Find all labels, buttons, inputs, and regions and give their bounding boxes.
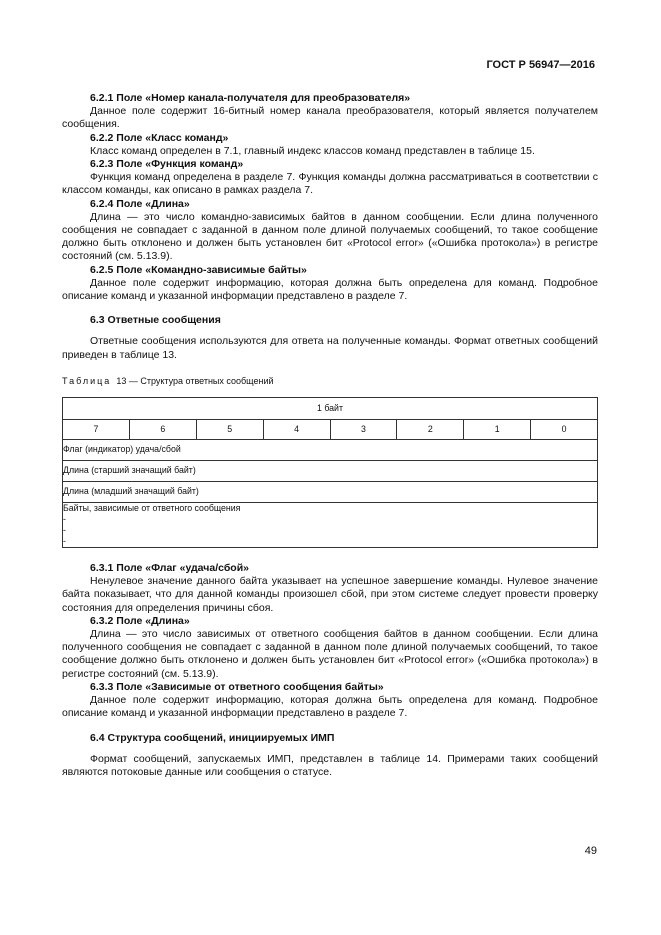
paragraph-6-3-2: Длина — это число зависимых от ответного сообщения байтов в данном сообщении. Если длина полученного сообщения не совпадает с заданной в данном поле длиной получаемых сообщений, то такое сообщение должно быть отклонено и должен быть установлен бит «Protocol error» («Ошибка протокола») в регистре состояний (см. 5.13.9). [62, 628, 598, 680]
table-header-row [63, 398, 598, 420]
heading-6-3: 6.3 Ответные сообщения [90, 314, 221, 327]
document-body [62, 92, 598, 779]
standard-header: ГОСТ Р 56947—2016 [486, 59, 595, 71]
page-number: 49 [584, 845, 597, 857]
table-row [63, 440, 598, 461]
heading-6-4: 6.4 Структура сообщений, инициируемых ИМП [90, 731, 335, 744]
table-row [63, 503, 598, 548]
bit-cell: 1 [464, 420, 531, 440]
heading-6-2-5: 6.2.5 Поле «Командно-зависимые байты» [90, 263, 307, 276]
table-13-caption [62, 375, 598, 388]
table-row [63, 461, 598, 482]
paragraph-6-2-2: Класс команд определен в 7.1, главный индекс классов команд представлен в таблице 15. [90, 144, 535, 157]
row-flag: Флаг (индикатор) удача/сбой [63, 440, 598, 461]
paragraph-6-2-5: Данное поле содержит информацию, которая должна быть определена для команд. Подробное описание команд и указанной информации представлено в разделе 7. [62, 276, 598, 303]
paragraph-6-3: Ответные сообщения используются для ответа на полученные команды. Формат ответных сообщений приведен в таблице 13. [62, 335, 598, 361]
heading-6-3-2: 6.3.2 Поле «Длина» [90, 614, 190, 627]
heading-6-2-1: 6.2.1 Поле «Номер канала-получателя для преобразователя» [90, 92, 411, 104]
paragraph-6-2-1: Данное поле содержит 16-битный номер канала преобразователя, который является получателем сообщения. [62, 105, 598, 131]
dash-item: - [63, 536, 66, 547]
bit-cell: 5 [196, 420, 263, 440]
row-response-bytes [63, 503, 598, 548]
heading-6-2-2: 6.2.2 Поле «Класс команд» [90, 131, 229, 144]
bit-cell: 4 [263, 420, 330, 440]
paragraph-6-2-4: Длина — это число командно-зависимых байтов в данном сообщении. Если длина полученного сообщения не совпадает с заданной в данном поле длиной получаемых сообщений, то такое сообщение должно быть отклонено и должен быть установлен бит «Protocol error» («Ошибка протокола») в регистре состояний (см. 5.13.9). [62, 210, 598, 263]
row-length-lsb: Длина (младший значащий байт) [63, 482, 598, 503]
bit-cell: 0 [531, 420, 598, 440]
table-caption-text: 13 — Структура ответных сообщений [116, 375, 274, 386]
heading-6-2-4: 6.2.4 Поле «Длина» [90, 197, 190, 210]
row-response-bytes-label: Байты, зависимые от ответного сообщения [63, 503, 241, 514]
paragraph-6-2-3: Функция команд определена в разделе 7. Функция команды должна рассматриваться в соответствии с классом команды, как описано в рамках раздела 7. [62, 171, 598, 197]
table-label: Таблица [62, 375, 112, 386]
bit-cell: 2 [397, 420, 464, 440]
bit-cell: 7 [63, 420, 130, 440]
paragraph-6-3-3: Данное поле содержит информацию, которая должна быть определена для команд. Подробное описание команд и указанной информации представлено в разделе 7. [62, 694, 598, 720]
byte-header: 1 байт [63, 398, 598, 420]
heading-6-3-3: 6.3.3 Поле «Зависимые от ответного сообщения байты» [90, 680, 384, 693]
dash-item: - [63, 525, 66, 536]
heading-6-2-3: 6.2.3 Поле «Функция команд» [90, 158, 244, 171]
bit-row [63, 420, 598, 440]
row-length-msb: Длина (старший значащий байт) [63, 461, 598, 482]
table-13 [62, 397, 598, 548]
dash-item: - [63, 514, 66, 525]
table-row [63, 482, 598, 503]
heading-6-3-1: 6.3.1 Поле «Флаг «удача/сбой» [90, 562, 250, 575]
bit-cell: 3 [330, 420, 397, 440]
paragraph-6-4: Формат сообщений, запускаемых ИМП, представлен в таблице 14. Примерами таких сообщений являются потоковые данные или сообщения о статусе. [62, 752, 598, 778]
bit-cell: 6 [129, 420, 196, 440]
paragraph-6-3-1: Ненулевое значение данного байта указывает на успешное завершение команды. Нулевое значение байта показывает, что для данной команды произошел сбой, при этом системе следует провести проверку состояния для определения причины сбоя. [62, 575, 598, 614]
